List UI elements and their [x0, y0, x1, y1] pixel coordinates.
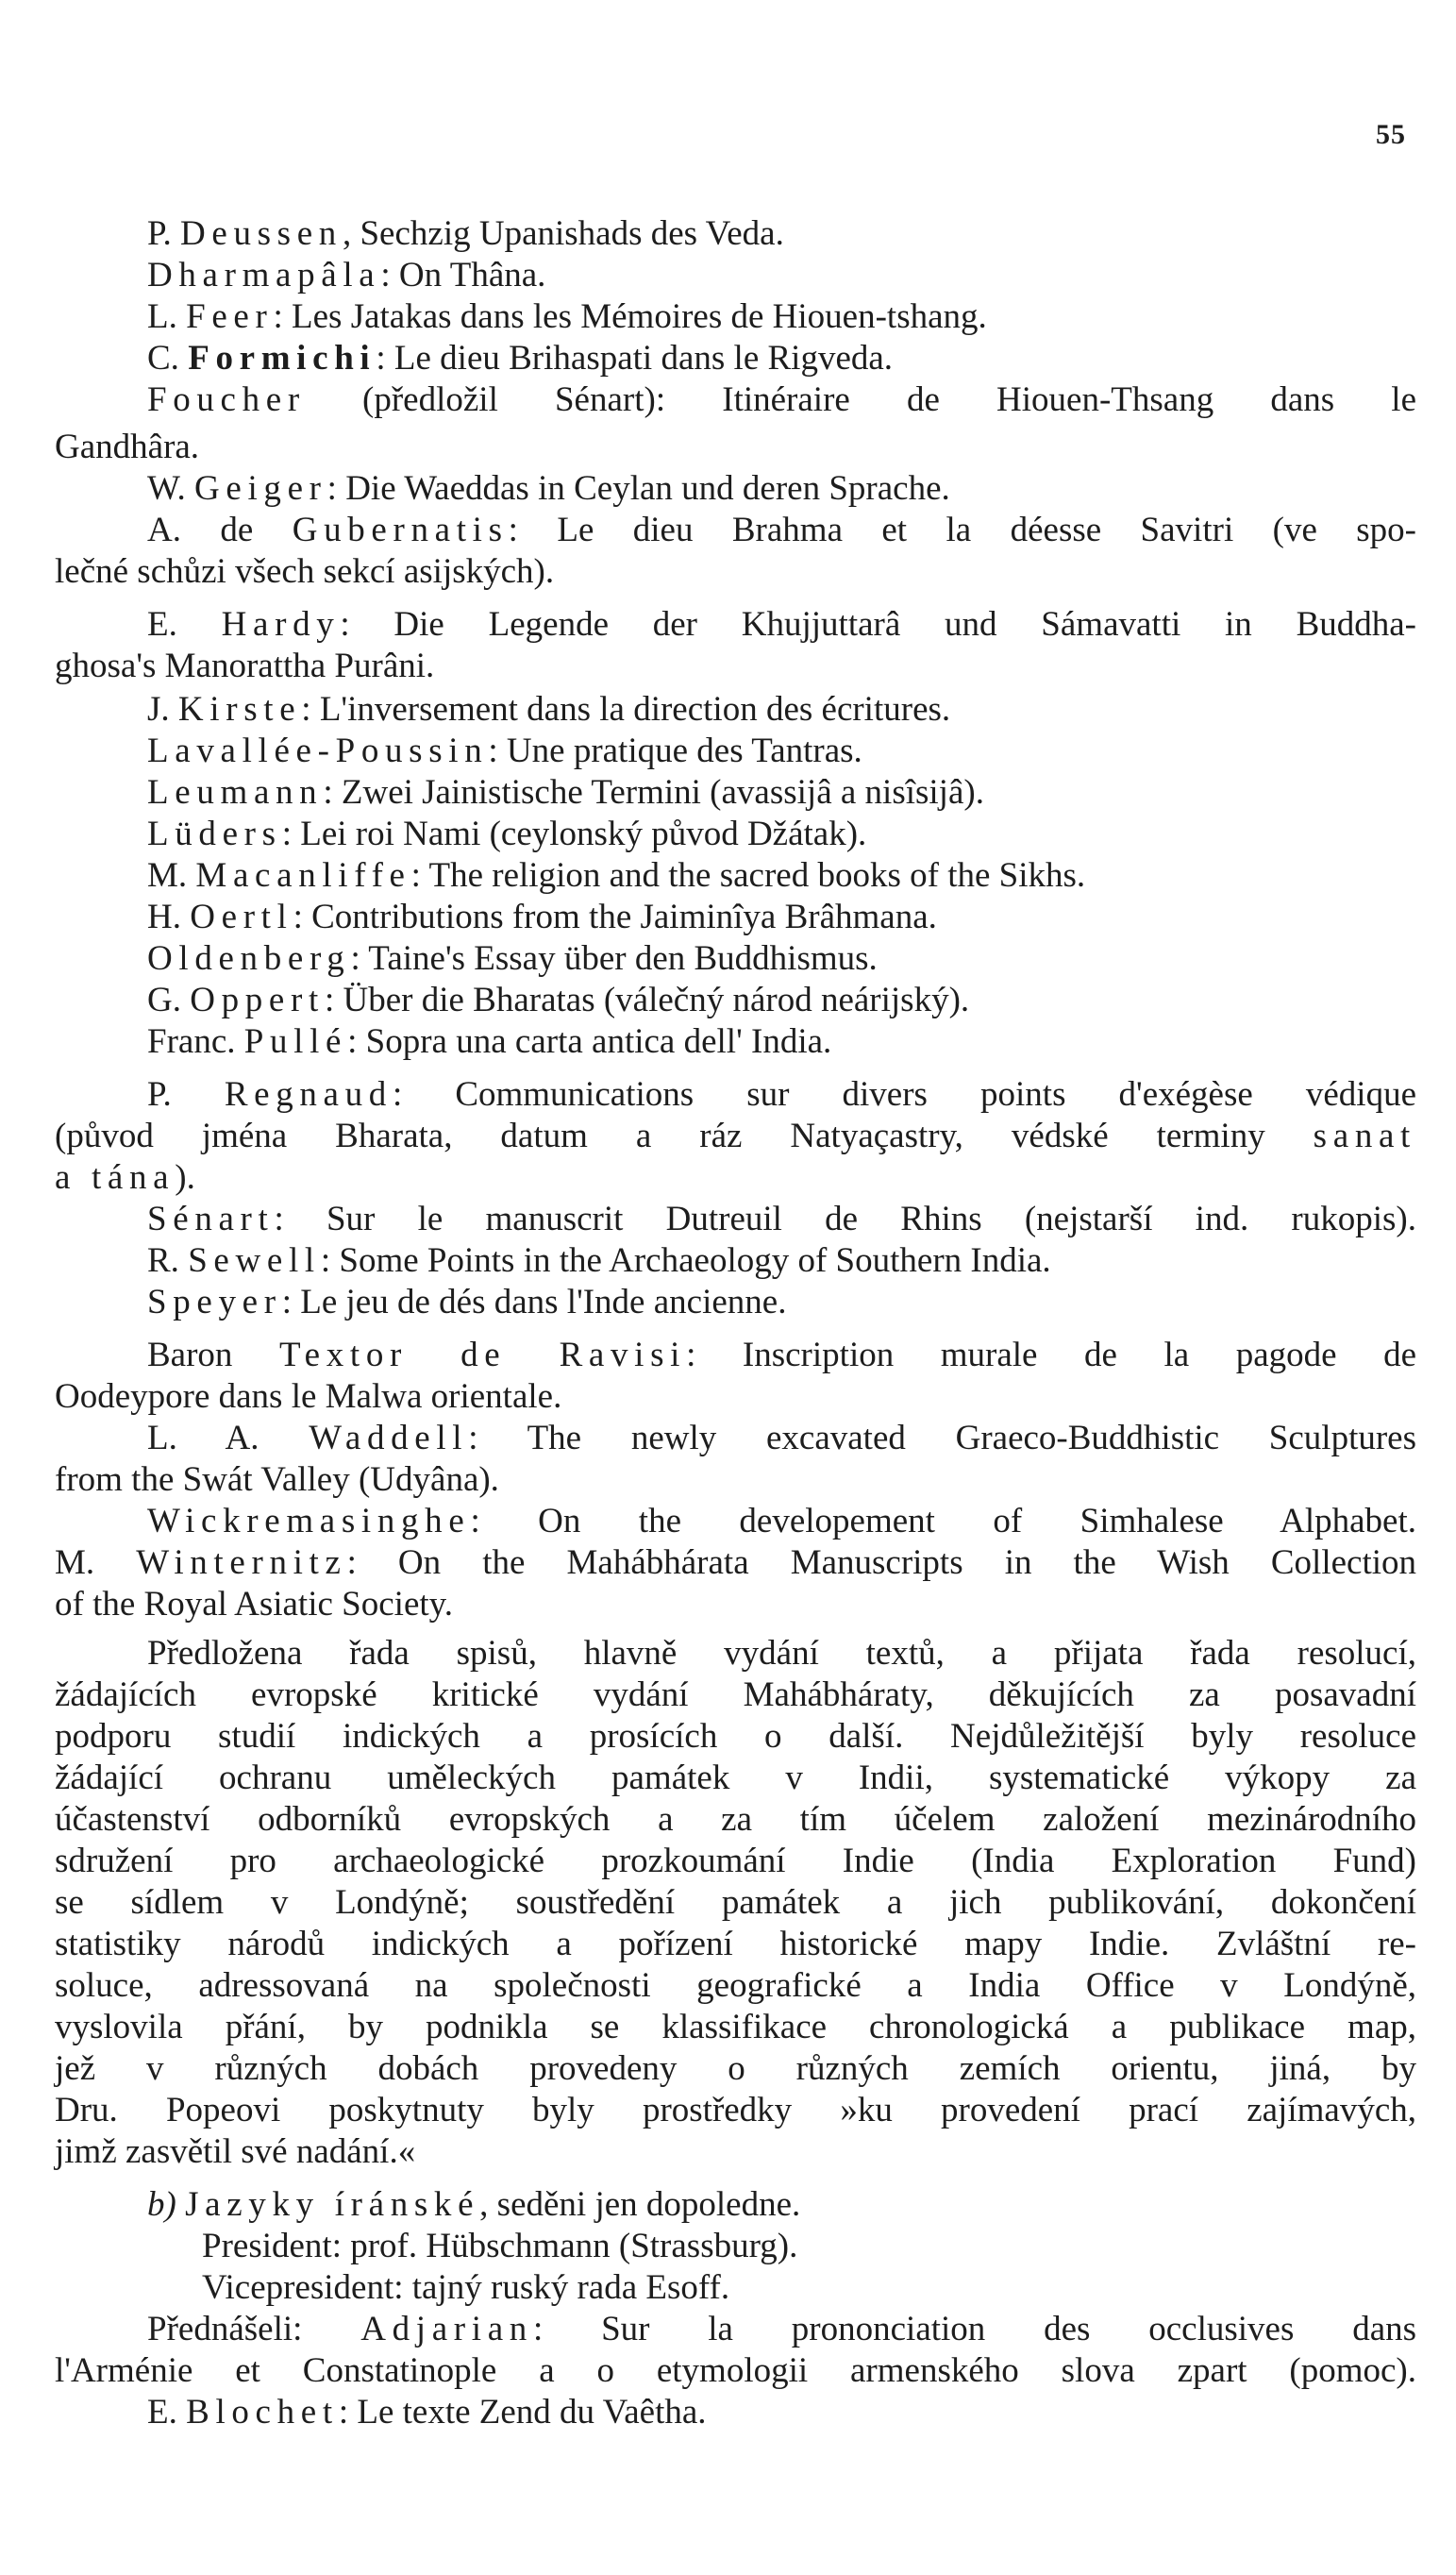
- text-run: : On the Mahábhárata Manuscripts in the Wish Collection: [346, 1543, 1416, 1582]
- author-name: Lüders: [147, 815, 282, 853]
- author-name: Oppert: [190, 981, 325, 1019]
- author-name: Formichi: [188, 339, 377, 378]
- text-run: H.: [147, 898, 191, 936]
- author-name: Hardy: [221, 605, 341, 644]
- text-run: jimž zasvětil své nadání.«: [55, 2132, 416, 2171]
- text-line: [55, 213, 1416, 255]
- text-run: L.: [147, 297, 187, 336]
- text-line: [55, 772, 1416, 814]
- author-name: Leumann: [147, 773, 324, 812]
- text-line: [55, 468, 1416, 510]
- text-line: [55, 2131, 1416, 2173]
- text-run: (předložil Sénart): Itinéraire de Hiouen-Thsang dans le: [305, 380, 1416, 419]
- text-line: [55, 2267, 1416, 2309]
- author-name: Oldenberg: [147, 939, 351, 978]
- author-name: sanat: [1313, 1117, 1416, 1155]
- author-name: Macanliffe: [195, 856, 411, 895]
- text-run: Gandhâra.: [55, 428, 200, 466]
- text-run: : Sopra una carta antica dell' India.: [347, 1022, 832, 1061]
- author-name: Regnaud: [224, 1075, 393, 1114]
- author-name: Gubernatis: [292, 511, 509, 549]
- text-run: P.: [147, 1075, 225, 1114]
- text-run: b): [147, 2185, 176, 2224]
- author-name: a tána: [55, 1158, 176, 1197]
- text-line: [55, 1633, 1416, 1675]
- author-name: Kirste: [177, 690, 302, 729]
- text-line: [55, 2226, 1416, 2267]
- author-name: Speyer: [147, 1283, 282, 1321]
- text-run: : On Thâna.: [380, 256, 546, 295]
- text-run: : Une pratique des Tantras.: [488, 732, 862, 770]
- author-name: Waddell: [309, 1419, 469, 1457]
- text-run: : The religion and the sacred books of the Sikhs.: [410, 856, 1086, 895]
- author-name: Deussen: [179, 214, 343, 253]
- author-name: Geiger: [194, 469, 327, 508]
- author-name: Dharmapâla: [147, 256, 381, 295]
- text-run: from the Swát Valley (Udyâna).: [55, 1460, 499, 1499]
- author-name: Blochet: [186, 2393, 339, 2432]
- text-line: [55, 1799, 1416, 1841]
- text-line: [55, 1542, 1416, 1584]
- text-line: [55, 551, 1416, 593]
- text-line: [55, 296, 1416, 338]
- text-run: : Sur le manuscrit Dutreuil de Rhins (nejstarší ind. rukopis).: [274, 1200, 1416, 1238]
- text-run: : Le jeu de dés dans l'Inde ancienne.: [281, 1283, 787, 1321]
- text-run: : Lei roi Nami (ceylonský původ Džátak).: [281, 815, 867, 853]
- text-line: [55, 1841, 1416, 1882]
- author-name: Lavallée-Poussin: [147, 732, 489, 770]
- text-run: : Zwei Jainistische Termini (avassijâ a nisîsijâ).: [323, 773, 984, 812]
- text-line: [55, 1021, 1416, 1063]
- text-run: , Sechzig Upanishads des Veda.: [342, 214, 784, 253]
- text-run: ).: [175, 1158, 195, 1197]
- text-line: [55, 1157, 1416, 1199]
- text-line: [55, 1240, 1416, 1282]
- text-line: [55, 1584, 1416, 1625]
- text-run: [176, 2185, 185, 2224]
- text-run: : Über die Bharatas (válečný národ neárijský).: [324, 981, 970, 1019]
- text-run: l'Arménie et Constatinople a o etymologii armenského slova zpart (pomoc).: [55, 2351, 1416, 2390]
- text-run: : Sur la prononciation des occlusives dans: [532, 2310, 1417, 2348]
- text-line: [55, 1459, 1416, 1501]
- text-line: [55, 1335, 1416, 1376]
- text-run: statistiky národů indických a pořízení historické mapy Indie. Zvláštní re-: [55, 1925, 1416, 1963]
- text-run: (původ jména Bharata, datum a ráz Natyaçastry, védské terminy: [55, 1117, 1314, 1155]
- text-line: [55, 1116, 1416, 1157]
- text-line: [55, 2309, 1416, 2350]
- text-run: C.: [147, 339, 189, 378]
- text-run: : Le dieu Brihaspati dans le Rigveda.: [376, 339, 894, 378]
- text-run: of the Royal Asiatic Society.: [55, 1585, 453, 1624]
- text-line: [55, 1716, 1416, 1758]
- text-line: [55, 1418, 1416, 1459]
- text-line: [55, 1758, 1416, 1799]
- text-run: P.: [147, 214, 180, 253]
- author-name: Sénart: [147, 1200, 275, 1238]
- text-run: Franc.: [147, 1022, 244, 1061]
- text-run: : L'inversement dans la direction des écritures.: [301, 690, 951, 729]
- text-line: [55, 646, 1416, 687]
- text-run: J.: [147, 690, 178, 729]
- text-line: [55, 338, 1416, 379]
- text-line: [55, 814, 1416, 855]
- text-run: : Die Legende der Khujjuttarâ und Sámavatti in Buddha-: [340, 605, 1416, 644]
- text-line: [55, 938, 1416, 980]
- text-run: E.: [147, 2393, 187, 2432]
- text-line: [55, 1675, 1416, 1716]
- author-name: Adjarian: [360, 2310, 533, 2348]
- text-line: [55, 1074, 1416, 1116]
- text-run: lečné schůzi všech sekcí asijských).: [55, 552, 555, 591]
- text-line: [55, 255, 1416, 296]
- text-run: účastenství odborníků evropských a za tím účelem založení mezinárodního: [55, 1800, 1416, 1839]
- text-run: žádajících evropské kritické vydání Mahábháraty, děkujících za posavadní: [55, 1675, 1416, 1714]
- text-run: : Le dieu Brahma et la déesse Savitri (ve spo-: [508, 511, 1416, 549]
- text-run: , seděni jen dopoledne.: [479, 2185, 801, 2224]
- text-run: soluce, adressovaná na společnosti geografické a India Office v Londýně,: [55, 1966, 1416, 2005]
- text-run: Předložena řada spisů, hlavně vydání textů, a přijata řada resolucí,: [147, 1634, 1416, 1673]
- text-line: [55, 980, 1416, 1021]
- text-line: [55, 1282, 1416, 1323]
- text-run: : Inscription murale de la pagode de: [686, 1336, 1416, 1374]
- text-line: [55, 427, 1416, 468]
- text-line: [55, 2007, 1416, 2048]
- text-run: : Communications sur divers points d'exégèse védique: [392, 1075, 1416, 1114]
- text-line: [55, 689, 1416, 731]
- text-line: [55, 731, 1416, 772]
- text-line: [55, 1882, 1416, 1924]
- text-run: : Le texte Zend du Vaêtha.: [338, 2393, 707, 2432]
- text-run: jež v různých dobách provedeny o různých zemích orientu, jiná, by: [55, 2049, 1416, 2088]
- author-name: Jazyky íránské: [185, 2185, 480, 2224]
- author-name: Feer: [186, 297, 274, 336]
- text-run: : Contributions from the Jaiminîya Brâhmana.: [293, 898, 937, 936]
- text-run: G.: [147, 981, 191, 1019]
- text-line: [55, 2350, 1416, 2392]
- text-run: : Taine's Essay über den Buddhismus.: [350, 939, 878, 978]
- text-line: [55, 1376, 1416, 1418]
- text-line: [55, 379, 1416, 421]
- author-name: Wickremasinghe: [147, 1502, 471, 1540]
- text-run: Dru. Popeovi poskytnuty byly prostředky »ku provedení prací zajímavých,: [55, 2091, 1416, 2129]
- text-line: [55, 1965, 1416, 2007]
- text-run: : Die Waeddas in Ceylan und deren Sprache.: [326, 469, 950, 508]
- text-run: Vicepresident: tajný ruský rada Esoff.: [202, 2268, 730, 2307]
- text-line: [55, 897, 1416, 938]
- text-line: [55, 2048, 1416, 2090]
- text-line: [55, 1199, 1416, 1240]
- author-name: Oertl: [190, 898, 293, 936]
- text-run: se sídlem v Londýně; soustředění památek a jich publikování, dokončení: [55, 1883, 1416, 1922]
- text-run: podporu studií indických a prosících o další. Nejdůležitější byly resoluce: [55, 1717, 1416, 1756]
- text-run: M.: [55, 1543, 137, 1582]
- text-run: E.: [147, 605, 222, 644]
- text-line: [55, 855, 1416, 897]
- text-run: President: prof. Hübschmann (Strassburg).: [202, 2227, 798, 2265]
- text-run: vyslovila přání, by podnikla se klassifikace chronologická a publikace map,: [55, 2008, 1416, 2046]
- author-name: Foucher: [147, 380, 306, 419]
- text-line: [55, 2090, 1416, 2131]
- text-run: Baron: [147, 1336, 279, 1374]
- text-run: : On the developement of Simhalese Alphabet.: [470, 1502, 1416, 1540]
- text-run: Přednášeli:: [147, 2310, 361, 2348]
- author-name: Pullé: [243, 1022, 348, 1061]
- author-name: Winternitz: [136, 1543, 347, 1582]
- text-line: [55, 2392, 1416, 2433]
- text-line: [55, 1924, 1416, 1965]
- text-run: A. de: [147, 511, 293, 549]
- text-run: Oodeypore dans le Malwa orientale.: [55, 1377, 562, 1416]
- text-run: R.: [147, 1241, 189, 1280]
- page-number: 55: [1376, 119, 1406, 150]
- author-name: Textor de Ravisi: [278, 1336, 687, 1374]
- author-name: Sewell: [188, 1241, 321, 1280]
- text-run: ghosa's Manorattha Purâni.: [55, 647, 435, 685]
- text-line: [55, 2184, 1416, 2226]
- text-line: [55, 510, 1416, 551]
- text-run: W.: [147, 469, 195, 508]
- text-run: L. A.: [147, 1419, 310, 1457]
- text-line: [55, 1501, 1416, 1542]
- text-run: : Some Points in the Archaeology of Southern India.: [320, 1241, 1051, 1280]
- text-run: : The newly excavated Graeco-Buddhistic Sculptures: [468, 1419, 1417, 1457]
- text-run: sdružení pro archaeologické prozkoumání Indie (India Exploration Fund): [55, 1842, 1416, 1880]
- text-run: žádající ochranu uměleckých památek v Indii, systematické výkopy za: [55, 1759, 1416, 1797]
- text-run: M.: [147, 856, 196, 895]
- text-run: : Les Jatakas dans les Mémoires de Hiouen-tshang.: [273, 297, 987, 336]
- text-line: [55, 604, 1416, 646]
